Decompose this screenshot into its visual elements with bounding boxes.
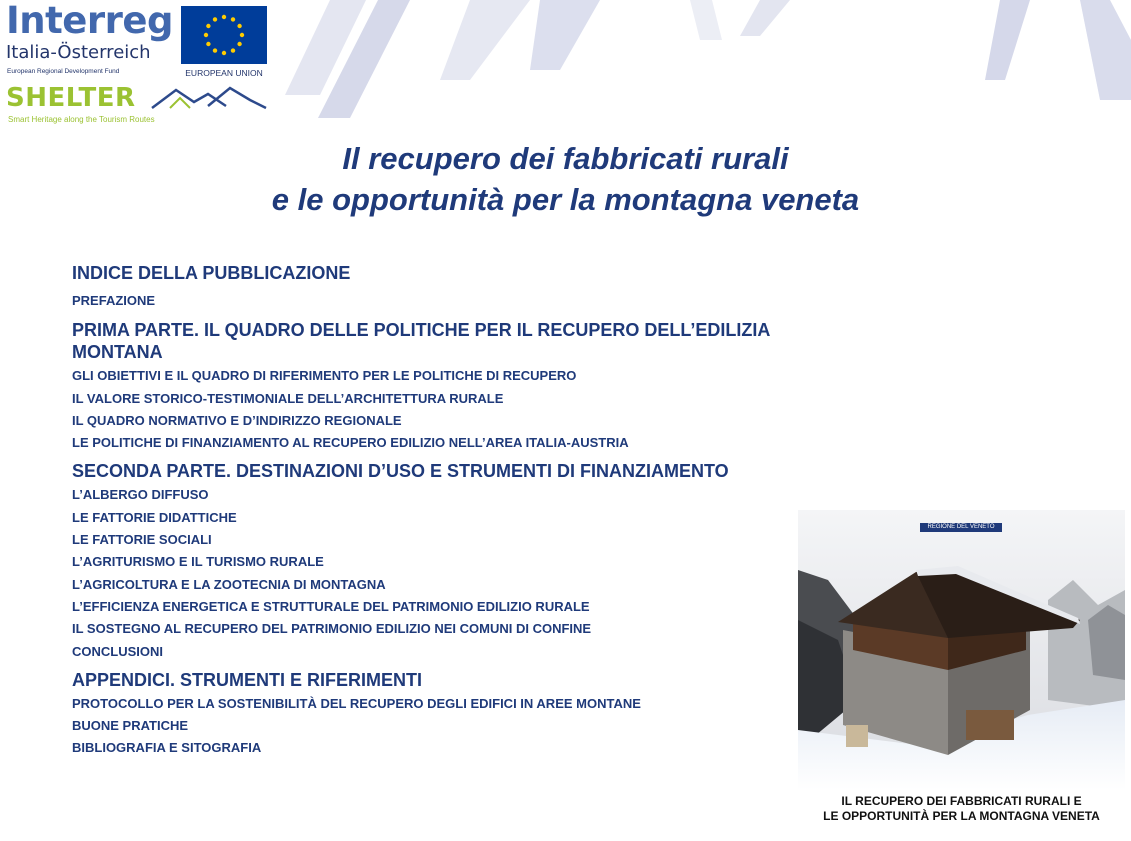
- shelter-tagline: Smart Heritage along the Tourism Routes: [8, 115, 155, 124]
- toc-item: LE FATTORIE SOCIALI: [72, 532, 212, 548]
- cover-caption: [798, 794, 1125, 824]
- toc-preface: PREFAZIONE: [72, 293, 156, 308]
- toc-part1-title-line2: MONTANA: [72, 342, 163, 363]
- toc-item: CONCLUSIONI: [72, 643, 163, 659]
- interreg-region: Italia-Österreich: [6, 42, 151, 63]
- toc-appendix-title: APPENDICI. STRUMENTI E RIFERIMENTI: [72, 669, 423, 690]
- toc-item: L’EFFICIENZA ENERGETICA E STRUTTURALE DEL PATRIMONIO EDILIZIO RURALE: [72, 598, 590, 614]
- cover-caption-line2: LE OPPORTUNITÀ PER LA MONTAGNA VENETA: [823, 809, 1100, 823]
- book-cover: [798, 510, 1125, 835]
- toc-item: BUONE PRATICHE: [72, 718, 189, 734]
- page-title-line1: Il recupero dei fabbricati rurali: [342, 141, 789, 176]
- toc-part2-title: SECONDA PARTE. DESTINAZIONI D’USO E STRUMENTI DI FINANZIAMENTO: [72, 461, 729, 482]
- shelter-logo: SHELTER: [6, 83, 136, 113]
- toc-item: BIBLIOGRAFIA E SITOGRAFIA: [72, 740, 262, 756]
- cover-caption-line1: IL RECUPERO DEI FABBRICATI RURALI E: [841, 794, 1082, 808]
- toc-heading: INDICE DELLA PUBBLICAZIONE: [72, 263, 351, 283]
- toc-item: L’AGRICOLTURA E LA ZOOTECNIA DI MONTAGNA: [72, 576, 386, 592]
- rural-building-photo: [798, 510, 1125, 790]
- toc-item: IL VALORE STORICO-TESTIMONIALE DELL’ARCHITETTURA RURALE: [72, 390, 504, 406]
- toc-item: IL SOSTEGNO AL RECUPERO DEL PATRIMONIO EDILIZIO NEI COMUNI DI CONFINE: [72, 621, 592, 637]
- toc-item: LE POLITICHE DI FINANZIAMENTO AL RECUPERO EDILIZIO NELL’AREA ITALIA-AUSTRIA: [72, 435, 629, 451]
- toc-part1-title-line1: PRIMA PARTE. IL QUADRO DELLE POLITICHE PER IL RECUPERO DELL’EDILIZIA: [72, 320, 771, 341]
- page-title: [0, 138, 1131, 220]
- toc-item: PROTOCOLLO PER LA SOSTENIBILITÀ DEL RECUPERO DEGLI EDIFICI IN AREE MONTANE: [72, 695, 641, 711]
- toc-item: L’AGRITURISMO E IL TURISMO RURALE: [72, 554, 324, 570]
- toc-item: L’ALBERGO DIFFUSO: [72, 487, 209, 503]
- toc-item: IL QUADRO NORMATIVO E D’INDIRIZZO REGIONALE: [72, 412, 402, 428]
- eu-label: EUROPEAN UNION: [185, 68, 263, 78]
- toc-item: GLI OBIETTIVI E IL QUADRO DI RIFERIMENTO PER LE POLITICHE DI RECUPERO: [72, 368, 577, 384]
- mountain-roofs-icon: [150, 84, 268, 112]
- interreg-logo: Interreg: [6, 0, 173, 42]
- eu-flag-icon: [181, 6, 267, 64]
- page-title-line2: e le opportunità per la montagna veneta: [271, 182, 860, 217]
- toc-item: LE FATTORIE DIDATTICHE: [72, 509, 237, 525]
- table-of-contents: [72, 262, 922, 760]
- cover-badge: REGIONE DEL VENETO: [920, 523, 1002, 532]
- interreg-fund: European Regional Development Fund: [7, 68, 120, 75]
